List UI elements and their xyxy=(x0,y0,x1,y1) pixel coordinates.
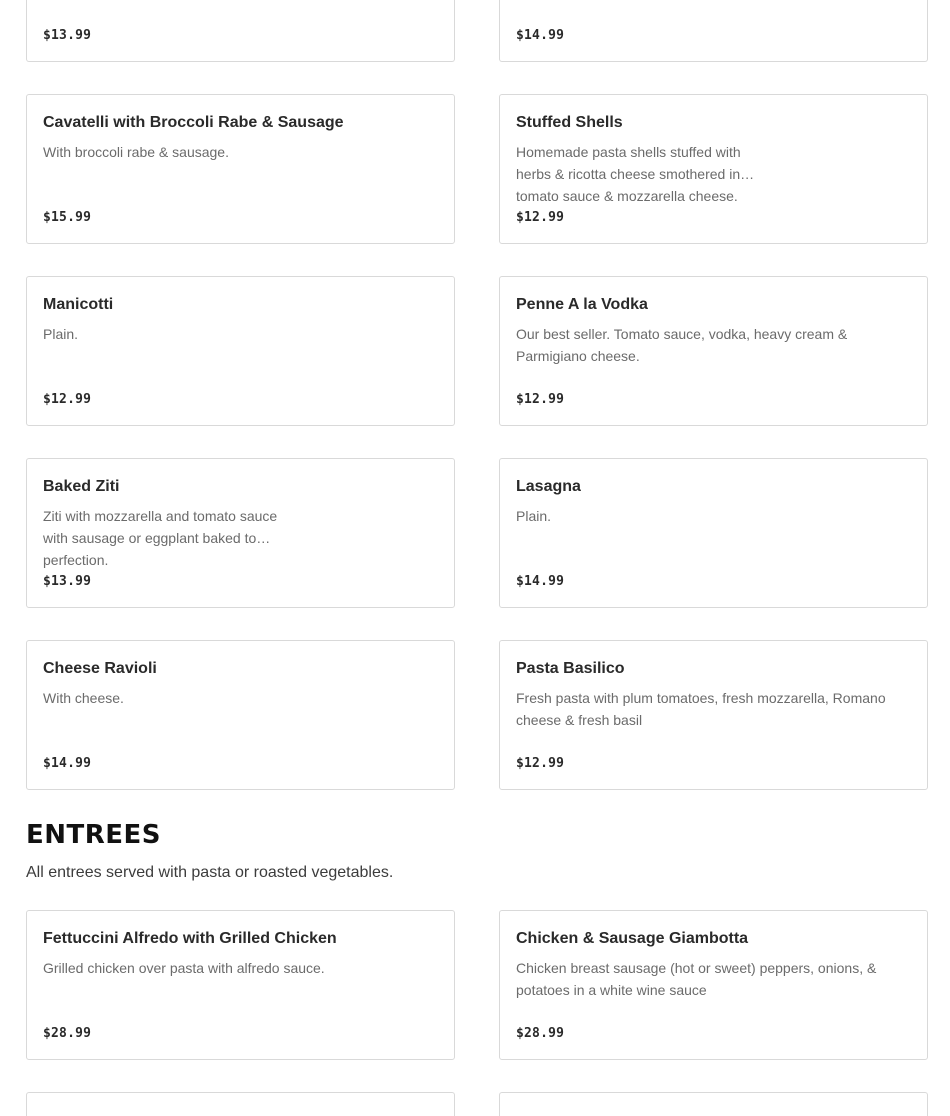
item-price: $15.99 xyxy=(43,210,92,225)
menu-item-card[interactable] xyxy=(499,458,928,608)
item-description: Our best seller. Tomato sauce, vodka, heavy cream & Parmigiano cheese. xyxy=(516,326,848,364)
item-price: $14.99 xyxy=(516,28,565,43)
menu-item-card[interactable] xyxy=(499,1092,928,1116)
item-description: Plain. xyxy=(43,326,79,342)
item-price: $12.99 xyxy=(516,756,565,771)
item-name: Cavatelli with Broccoli Rabe & Sausage xyxy=(43,114,344,131)
item-name: Manicotti xyxy=(43,296,114,313)
menu-item-card[interactable] xyxy=(26,640,455,790)
item-name: Lasagna xyxy=(516,478,581,495)
menu-item-card[interactable] xyxy=(26,1092,455,1116)
item-price: $12.99 xyxy=(516,210,565,225)
menu-item-card[interactable] xyxy=(26,0,455,62)
menu-item-card[interactable] xyxy=(26,458,455,608)
item-description: Fresh pasta with plum tomatoes, fresh mozzarella, Romano cheese & fresh basil xyxy=(516,690,886,728)
menu-item-card[interactable] xyxy=(499,94,928,244)
menu-item-card[interactable] xyxy=(26,276,455,426)
menu-item-card[interactable] xyxy=(499,276,928,426)
item-price: $14.99 xyxy=(43,756,92,771)
item-name: Stuffed Shells xyxy=(516,114,623,131)
section-subtitle: All entrees served with pasta or roasted vegetables. xyxy=(26,864,394,881)
item-price: $13.99 xyxy=(43,28,92,43)
item-description: Grilled chicken over pasta with alfredo sauce. xyxy=(43,960,325,976)
item-description: Chicken breast sausage (hot or sweet) peppers, onions, & potatoes in a white wine sauce xyxy=(516,960,877,998)
menu-item-card[interactable] xyxy=(26,910,455,1060)
item-description: Plain. xyxy=(516,508,552,524)
item-description: With broccoli rabe & sausage. xyxy=(43,144,229,160)
item-price: $13.99 xyxy=(43,574,92,589)
item-name: Fettuccini Alfredo with Grilled Chicken xyxy=(43,930,337,947)
item-name: Chicken & Sausage Giambotta xyxy=(516,930,749,947)
item-name: Penne A la Vodka xyxy=(516,296,648,313)
item-price: $12.99 xyxy=(43,392,92,407)
menu-item-card[interactable] xyxy=(499,640,928,790)
item-name: Pasta Basilico xyxy=(516,660,625,677)
item-description: Ziti with mozzarella and tomato sauce with sausage or eggplant baked to perfection. xyxy=(43,508,278,568)
item-name: Cheese Ravioli xyxy=(43,660,157,677)
item-price: $28.99 xyxy=(516,1026,565,1041)
menu-item-card[interactable] xyxy=(499,910,928,1060)
item-price: $14.99 xyxy=(516,574,565,589)
item-name: Baked Ziti xyxy=(43,478,120,495)
item-description: With cheese. xyxy=(43,690,124,706)
item-price: $28.99 xyxy=(43,1026,92,1041)
menu-item-card[interactable] xyxy=(499,0,928,62)
menu-item-card[interactable] xyxy=(26,94,455,244)
section-title: ENTREES xyxy=(26,820,162,850)
item-price: $12.99 xyxy=(516,392,565,407)
item-description: Homemade pasta shells stuffed with herbs & ricotta cheese smothered in tomato sauce & mozzarella cheese. xyxy=(516,144,741,204)
